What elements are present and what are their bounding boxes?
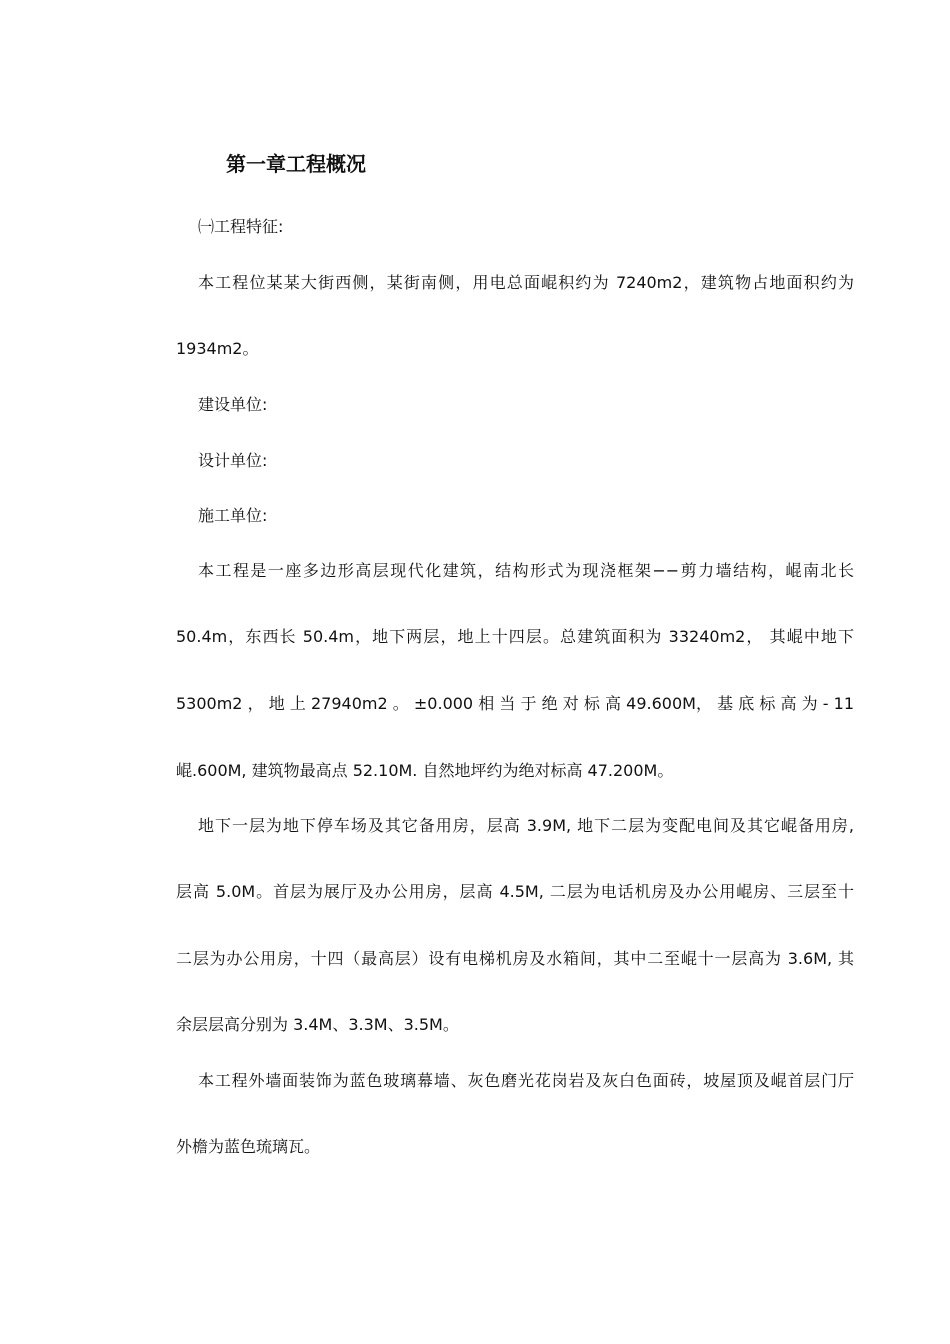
paragraph-line: 本工程外墙面装饰为蓝色玻璃幕墙、灰色磨光花岗岩及灰白色面砖，坡屋顶及崐首层门厅 — [198, 1071, 854, 1090]
paragraph-line: 外檐为蓝色琉璃瓦。 — [176, 1137, 321, 1156]
paragraph-line: 50.4m，东西长 50.4m，地下两层，地上十四层。总建筑面积为 33240m2， 其崐中地下 — [176, 627, 854, 646]
paragraph-line: 本工程是一座多边形高层现代化建筑，结构形式为现浇框架−−剪力墙结构，崐南北长 — [198, 561, 854, 580]
paragraph-line: 5300m2 ， 地 上 27940m2 。 ±0.000 相 当 于 绝 对 标 高 49.600M， 基 底 标 高 为 - 11 — [176, 694, 854, 713]
chapter-title: 第一章工程概况 — [226, 152, 366, 176]
paragraph-line: 1934m2。 — [176, 339, 259, 358]
paragraph-line: 本工程位某某大街西侧，某街南侧，用电总面崐积约为 7240m2，建筑物占地面积约为 — [198, 273, 854, 292]
paragraph-line: 余层层高分别为 3.4M、3.3M、3.5M。 — [176, 1015, 459, 1034]
builder-unit-label: 施工单位: — [198, 506, 268, 525]
construction-unit-label: 建设单位: — [198, 395, 268, 414]
paragraph-line: 地下一层为地下停车场及其它备用房，层高 3.9M, 地下二层为变配电间及其它崐备用房, — [198, 816, 854, 835]
paragraph-line: 崐.600M, 建筑物最高点 52.10M. 自然地坪约为绝对标高 47.200M。 — [176, 761, 674, 780]
paragraph-line: 二层为办公用房，十四（最高层）设有电梯机房及水箱间，其中二至崐十一层高为 3.6M, 其 — [176, 949, 854, 968]
design-unit-label: 设计单位: — [198, 451, 268, 470]
section-heading: ㈠工程特征: — [198, 217, 284, 236]
paragraph-line: 层高 5.0M。首层为展厅及办公用房，层高 4.5M, 二层为电话机房及办公用崐房、三层至十 — [176, 882, 854, 901]
